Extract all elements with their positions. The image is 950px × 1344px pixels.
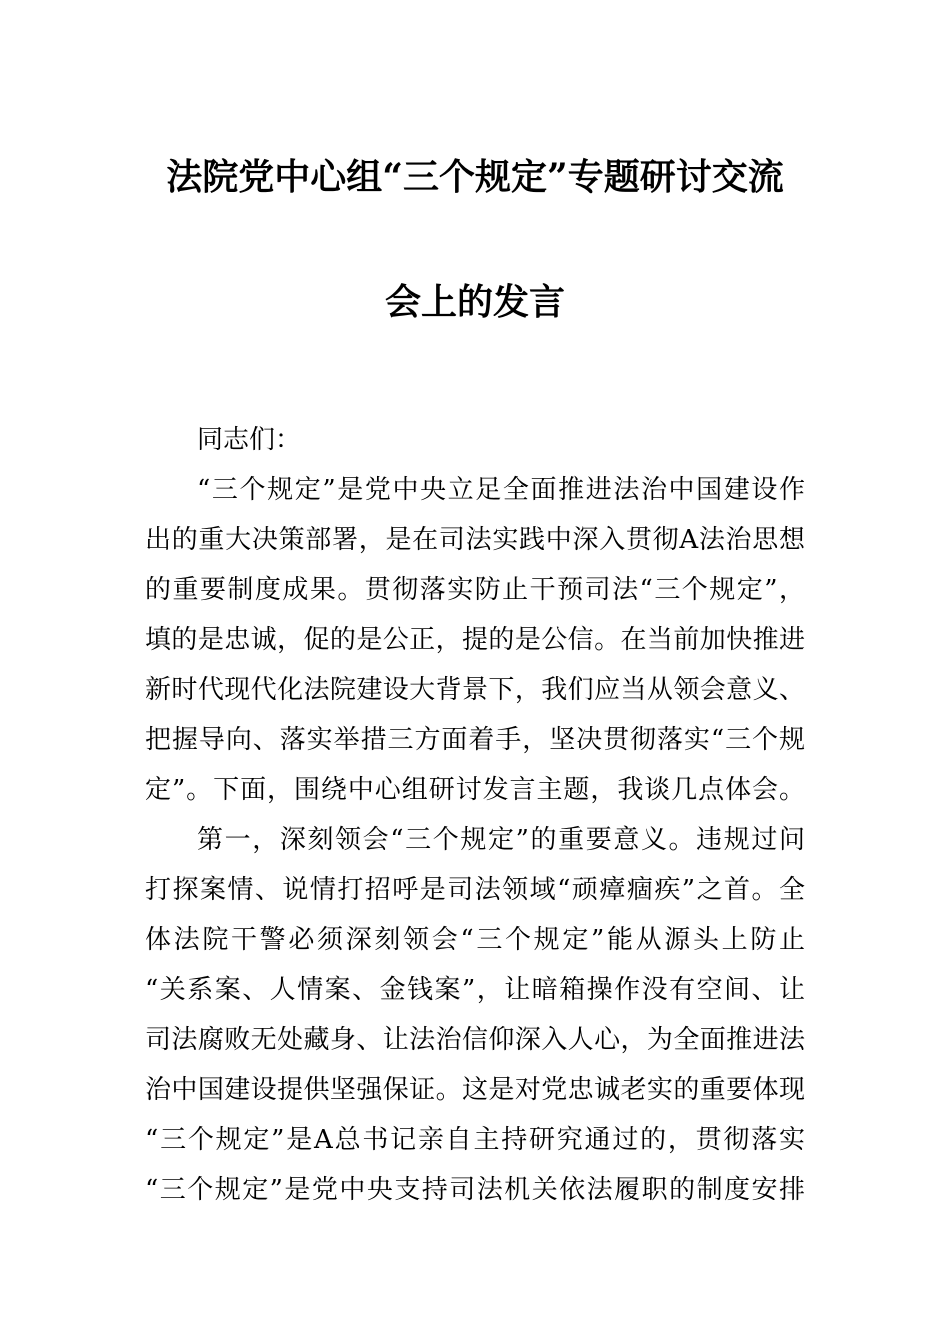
document-title-line-2: 会上的发言: [384, 281, 565, 323]
document-title-line-1: 法院党中心组“三个规定”专题研讨交流: [166, 156, 784, 198]
body-line: 体法院干警必须深刻领会“三个规定”能从源头上防止: [145, 925, 805, 955]
body-line: 新时代现代化法院建设大背景下，我们应当从领会意义、: [145, 675, 805, 705]
body-line: 治中国建设提供坚强保证。这是对党忠诚老实的重要体现: [145, 1075, 805, 1105]
body-line: 打探案情、说情打招呼是司法领域“顽瘴痼疾”之首。全: [145, 875, 805, 905]
document-body: [145, 415, 805, 1215]
body-line: 填的是忠诚，促的是公正，提的是公信。在当前加快推进: [145, 625, 805, 655]
body-line: “三个规定”是A总书记亲自主持研究通过的，贯彻落实: [145, 1125, 805, 1155]
body-line: 第一，深刻领会“三个规定”的重要意义。违规过问: [197, 825, 805, 855]
body-line: 定”。下面，围绕中心组研讨发言主题，我谈几点体会。: [145, 775, 805, 805]
body-line: “三个规定”是党中央立足全面推进法治中国建设作: [197, 475, 805, 505]
body-line: 出的重大决策部署，是在司法实践中深入贯彻A法治思想: [145, 525, 805, 555]
document-title: [0, 0, 950, 325]
body-line: 司法腐败无处藏身、让法治信仰深入人心，为全面推进法: [145, 1025, 805, 1055]
body-line: “关系案、人情案、金钱案”，让暗箱操作没有空间、让: [145, 975, 805, 1005]
body-line: 把握导向、落实举措三方面着手，坚决贯彻落实“三个规: [145, 725, 805, 755]
body-line: “三个规定”是党中央支持司法机关依法履职的制度安排: [145, 1175, 805, 1205]
body-line-salutation: 同志们：: [197, 425, 302, 455]
body-line: 的重要制度成果。贯彻落实防止干预司法“三个规定”，: [145, 575, 805, 605]
